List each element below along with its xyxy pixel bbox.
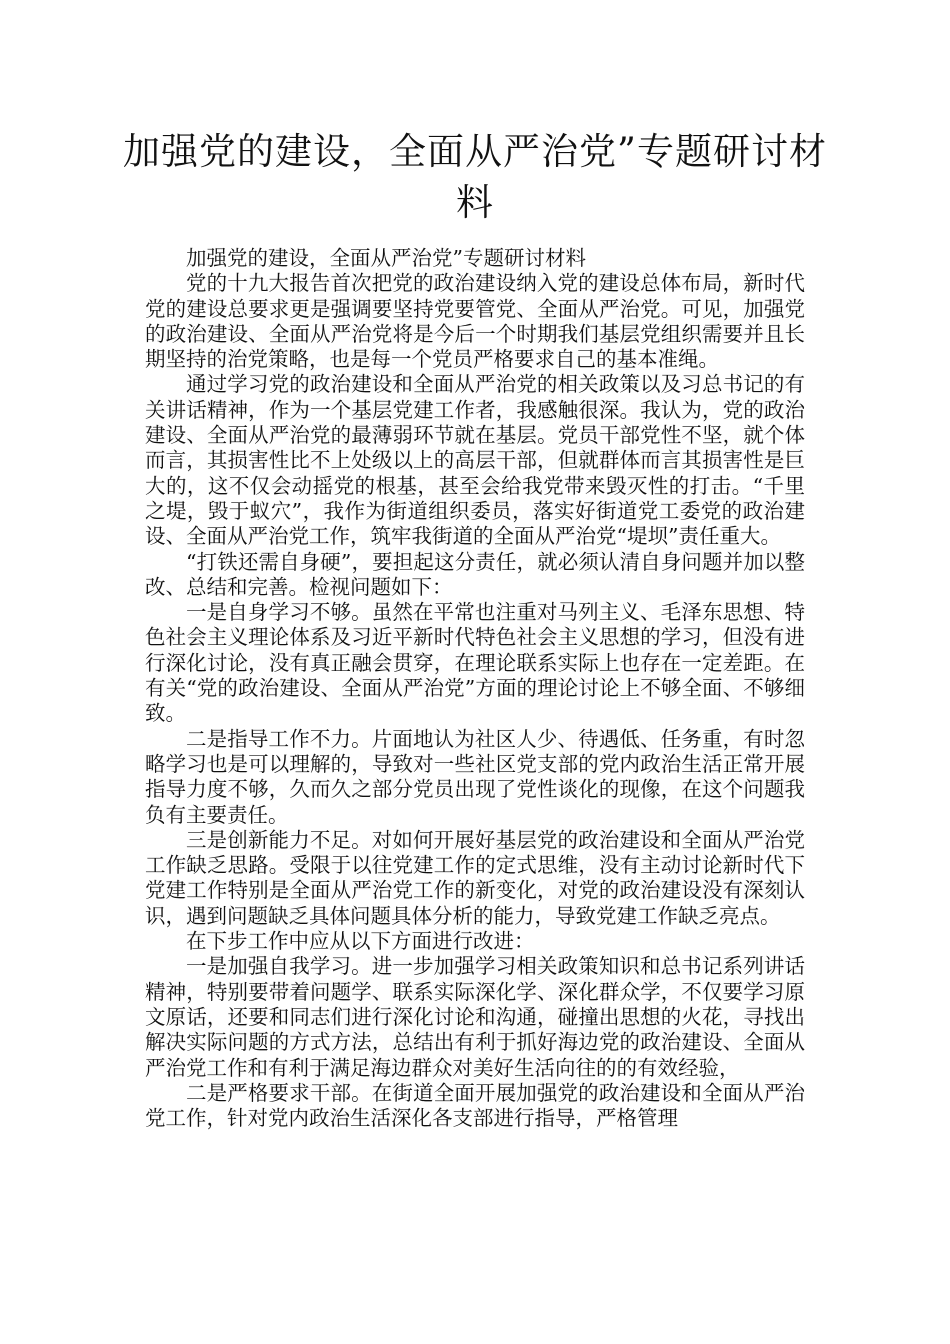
paragraph-intro: 党的十九大报告首次把党的政治建设纳入党的建设总体布局，新时代党的建设总要求更是强调要坚持党要管党、全面从严治党。可见，加强党的政治建设、全面从严治党将是今后一个时期我们基层党组织需要并且长期坚持的治党策略，也是每一个党员严格要求自己的基本准绳。 xyxy=(145,271,805,372)
paragraph-improvement-2: 二是严格要求干部。在街道全面开展加强党的政治建设和全面从严治党工作，针对党内政治生活深化各支部进行指导，严格管理 xyxy=(145,1080,805,1131)
document-body xyxy=(145,246,805,1131)
paragraph-subtitle: 加强党的建设，全面从严治党”专题研讨材料 xyxy=(186,246,586,270)
paragraph-improvements-intro: 在下步工作中应从以下方面进行改进： xyxy=(186,929,535,954)
paragraph-problem-1: 一是自身学习不够。虽然在平常也注重对马列主义、毛泽东思想、特色社会主义理论体系及习近平新时代特色社会主义思想的学习，但没有进行深化讨论，没有真正融会贯穿，在理论联系实际上也存在一定差距。在有关“党的政治建设、全面从严治党”方面的理论讨论上不够全面、不够细致。 xyxy=(145,600,805,726)
paragraph-problem-2: 二是指导工作不力。片面地认为社区人少、待遇低、任务重，有时忽略学习也是可以理解的，导致对一些社区党支部的党内政治生活正常开展指导力度不够，久而久之部分党员出现了党性谈化的现像，在这个问题我负有主要责任。 xyxy=(145,726,805,827)
paragraph-problems-intro: “打铁还需自身硬”，要担起这分责任，就必须认清自身问题并加以整改、总结和完善。检视问题如下： xyxy=(145,549,805,599)
document-title: 加强党的建设，全面从严治党”专题研讨材料 xyxy=(123,130,827,224)
paragraph-problem-3: 三是创新能力不足。对如何开展好基层党的政治建设和全面从严治党工作缺乏思路。受限于以往党建工作的定式思维，没有主动讨论新时代下党建工作特别是全面从严治党工作的新变化，对党的政治建设没有深刻认识，遇到问题缺乏具体问题具体分析的能力，导致党建工作缺乏亮点。 xyxy=(145,827,805,928)
paragraph-reflection: 通过学习党的政治建设和全面从严治党的相关政策以及习总书记的有关讲话精神，作为一个基层党建工作者，我感触很深。我认为，党的政治建设、全面从严治党的最薄弱环节就在基层。党员干部党性不坚，就个体而言，其损害性比不上处级以上的高层干部，但就群体而言其损害性是巨大的，这不仅会动摇党的根基，甚至会给我党带来毁灭性的打击。“千里之堤，毁于蚁穴”，我作为街道组织委员，落实好街道党工委党的政治建设、全面从严治党工作，筑牢我街道的全面从严治党“堤坝”责任重大。 xyxy=(145,372,805,549)
paragraph-improvement-1: 一是加强自我学习。进一步加强学习相关政策知识和总书记系列讲话精神，特别要带着问题学、联系实际深化学、深化群众学，不仅要学习原文原话，还要和同志们进行深化讨论和沟通，碰撞出思想的火花，寻找出解决实际问题的方式方法，总结出有利于抓好海边党的政治建设、全面从严治党工作和有利于满足海边群众对美好生活向往的的有效经验， xyxy=(145,954,805,1080)
